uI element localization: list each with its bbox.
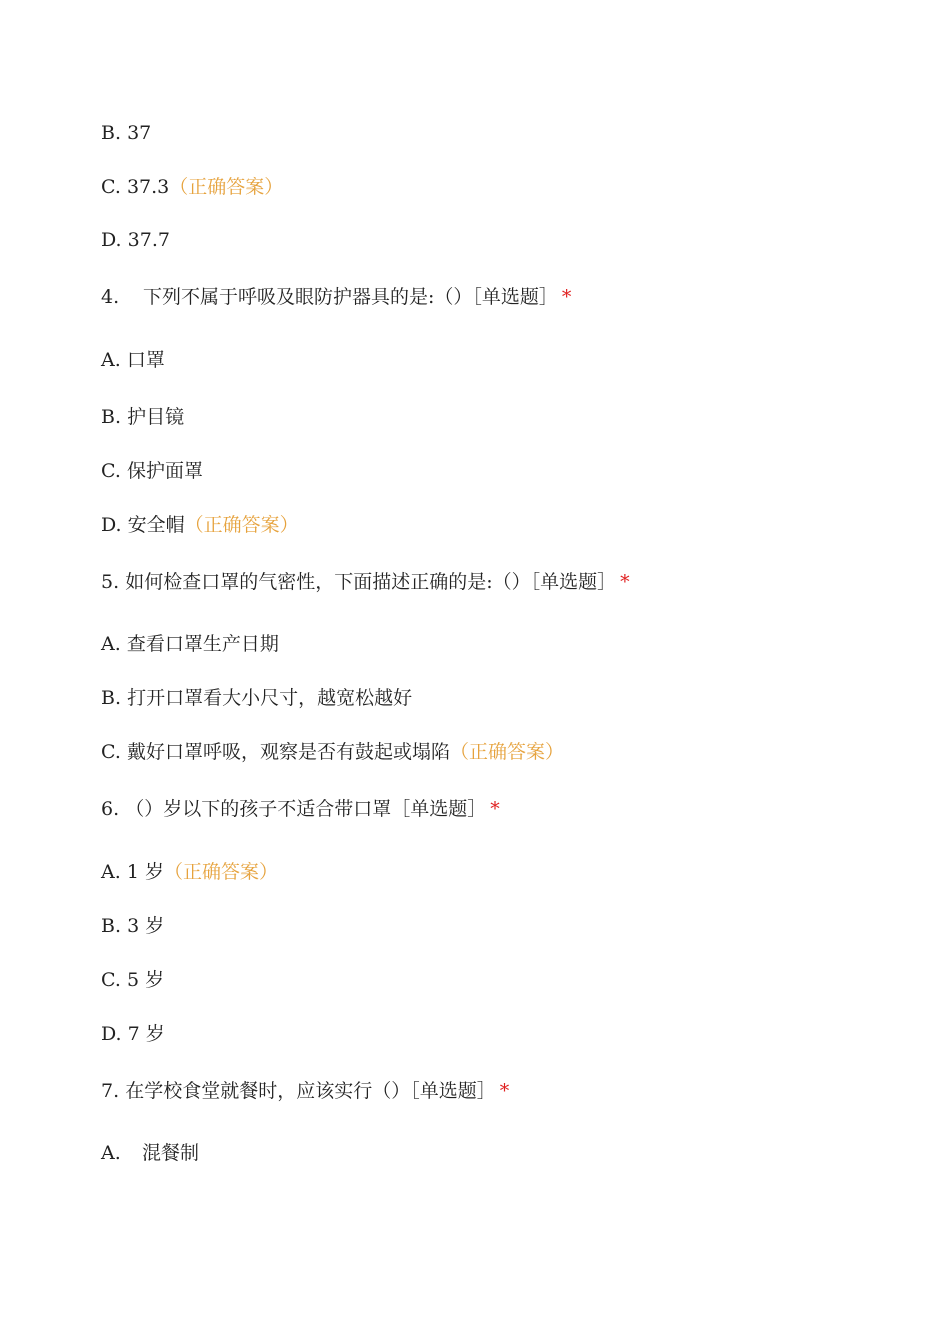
option-text: 保护面罩 [126, 460, 203, 482]
option-q4-d [101, 513, 299, 537]
option-text: 3 岁 [127, 915, 165, 937]
option-text: 口罩 [126, 349, 165, 371]
correct-answer-label: （正确答案） [163, 861, 278, 883]
required-mark: * [620, 571, 630, 593]
option-letter: C. [101, 741, 121, 763]
question-5 [101, 570, 630, 594]
correct-answer-label: （正确答案） [184, 514, 299, 536]
option-q6-b [101, 914, 164, 938]
option-letter: B. [101, 687, 122, 709]
required-mark: * [561, 286, 572, 308]
question-text: （）岁以下的孩子不适合带口罩［单选题］ [125, 798, 487, 820]
option-q3-b [101, 121, 151, 145]
option-text: 5 岁 [126, 969, 165, 991]
option-text: 37 [127, 122, 152, 144]
option-letter: B. [101, 915, 122, 937]
option-q6-a [101, 860, 278, 884]
option-q6-d [101, 1022, 165, 1046]
option-text: 37.7 [127, 229, 170, 251]
option-q5-c [101, 740, 564, 764]
question-text: 在学校食堂就餐时，应该实行（）［单选题］ [125, 1080, 496, 1102]
option-letter: C. [101, 176, 121, 198]
required-mark: * [490, 798, 500, 820]
required-mark: * [499, 1080, 510, 1102]
question-text: 如何检查口罩的气密性，下面描述正确的是:（）［单选题］ [125, 571, 617, 593]
correct-answer-label: （正确答案） [169, 176, 284, 198]
option-text: 查看口罩生产日期 [126, 633, 279, 655]
option-letter: B. [101, 406, 122, 428]
question-number: 5. [101, 571, 120, 593]
option-letter: A. [101, 349, 121, 371]
option-letter: D. [101, 514, 122, 536]
option-q6-c [101, 968, 164, 992]
option-q4-a [101, 348, 165, 372]
option-q5-a [101, 632, 279, 656]
option-q3-c [101, 175, 283, 199]
option-text: 7 岁 [127, 1023, 165, 1045]
option-letter: D. [101, 1023, 122, 1045]
option-text: 护目镜 [127, 406, 185, 428]
question-4 [101, 285, 571, 309]
option-q4-c [101, 459, 203, 483]
question-number: 7. [101, 1080, 120, 1102]
option-q5-b [101, 686, 412, 710]
question-number: 4. [101, 286, 120, 308]
option-letter: D. [101, 229, 122, 251]
option-text: 1 岁 [126, 861, 164, 883]
option-letter: C. [101, 969, 121, 991]
option-letter: A. [101, 861, 121, 883]
question-number: 6. [101, 798, 120, 820]
question-6 [101, 797, 500, 821]
option-q7-a [101, 1141, 199, 1165]
option-letter: A. [101, 633, 121, 655]
option-text: 戴好口罩呼吸，观察是否有鼓起或塌陷 [126, 741, 450, 763]
option-text: 混餐制 [142, 1142, 200, 1164]
option-letter: B. [101, 122, 122, 144]
question-7 [101, 1079, 509, 1103]
option-q3-d [101, 228, 170, 252]
option-letter: A. [101, 1142, 121, 1164]
option-text: 安全帽 [127, 514, 185, 536]
question-text: 下列不属于呼吸及眼防护器具的是:（）［单选题］ [143, 286, 558, 308]
option-letter: C. [101, 460, 121, 482]
option-q4-b [101, 405, 184, 429]
option-text: 打开口罩看大小尺寸，越宽松越好 [127, 687, 413, 709]
correct-answer-label: （正确答案） [449, 741, 564, 763]
option-text: 37.3 [126, 176, 170, 198]
